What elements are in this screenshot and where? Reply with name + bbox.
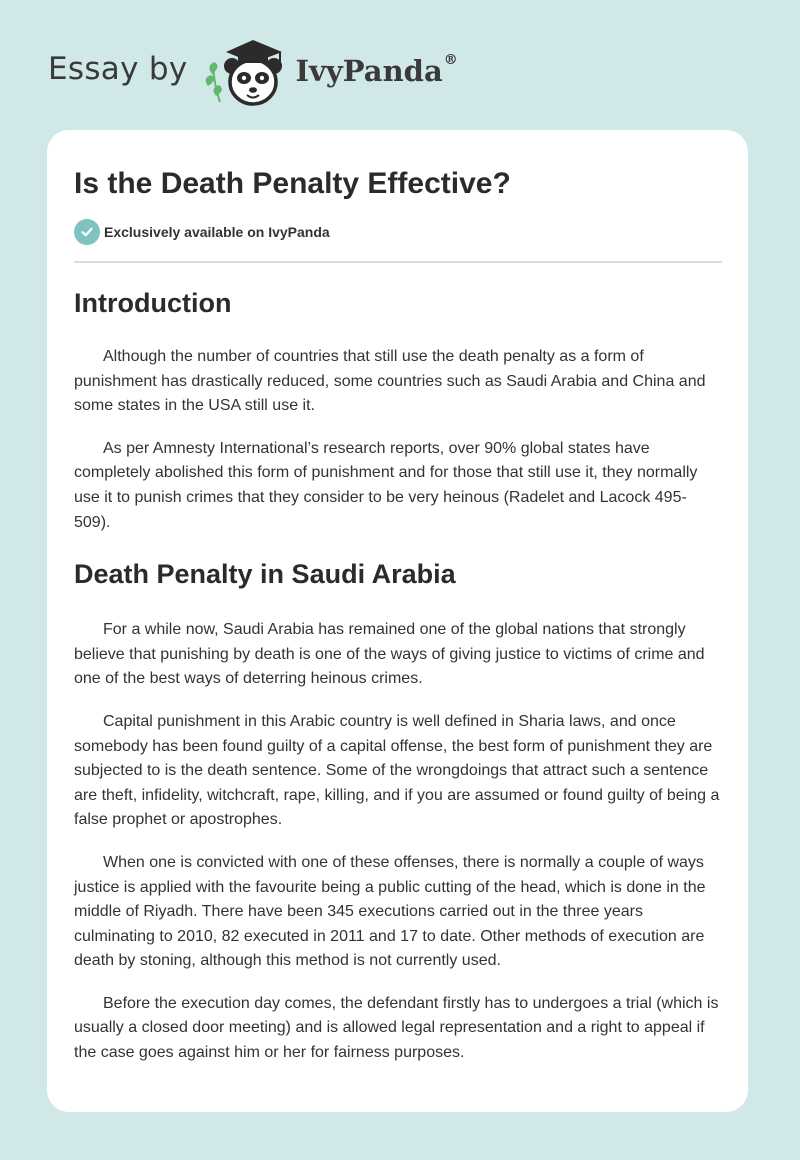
paragraph: When one is convicted with one of these offenses, there is normally a couple of ways justice is applied with the favourite being a public cutting of the head, which is done in the middle of Riyadh. There have been 345 executions carried out in the three years culminating to 2010, 82 executed in 2011 and 17 to date. Other methods of execution are death by stoning, although this method is not currently used. — [74, 853, 706, 970]
check-circle-icon — [74, 219, 100, 245]
section-heading-saudi-arabia: Death Penalty in Saudi Arabia — [74, 559, 456, 590]
paragraph: Although the number of countries that still use the death penalty as a form of punishment has drastically reduced, some countries such as Saudi Arabia and China and some states in the USA still use it. — [74, 348, 706, 415]
paragraph: Capital punishment in this Arabic country is well defined in Sharia laws, and once somebody has been found guilty of a capital offense, the best form of punishment they are subjected to is the death sentence. Some of the wrongdoings that attract such a sentence are theft, infidelity, witchcraft, rape, killing, and if you are assumed or found guilty of being a false prophet or apostrophes. — [74, 712, 720, 829]
paragraph: As per Amnesty International’s research reports, over 90% global states have completely abolished this form of punishment and for those that still use it, they normally use it to punish crimes that they consider to be very heinous (Radelet and Lacock 495-509). — [74, 439, 698, 531]
paragraph: Before the execution day comes, the defendant firstly has to undergoes a trial (which is usually a closed door meeting) and is allowed legal representation and a right to appeal if the case goes against him or her for fairness purposes. — [74, 994, 719, 1062]
exclusive-text: Exclusively available on IvyPanda — [104, 224, 330, 240]
paragraph: For a while now, Saudi Arabia has remained one of the global nations that strongly believe that punishing by death is one of the ways of giving justice to victims of crime and one of the best ways of deterring heinous crimes. — [74, 621, 705, 688]
page-title: Is the Death Penalty Effective? — [74, 167, 511, 200]
essay-by-label: Essay by — [48, 51, 188, 87]
panda-graduate-icon[interactable] — [202, 30, 292, 110]
essay-card — [47, 130, 748, 1112]
divider — [74, 261, 722, 263]
brand-name[interactable]: IvyPanda® — [295, 52, 458, 88]
site-header — [48, 30, 458, 110]
exclusive-badge — [74, 219, 722, 245]
registered-mark: ® — [443, 52, 458, 68]
section-heading-introduction: Introduction — [74, 288, 232, 318]
